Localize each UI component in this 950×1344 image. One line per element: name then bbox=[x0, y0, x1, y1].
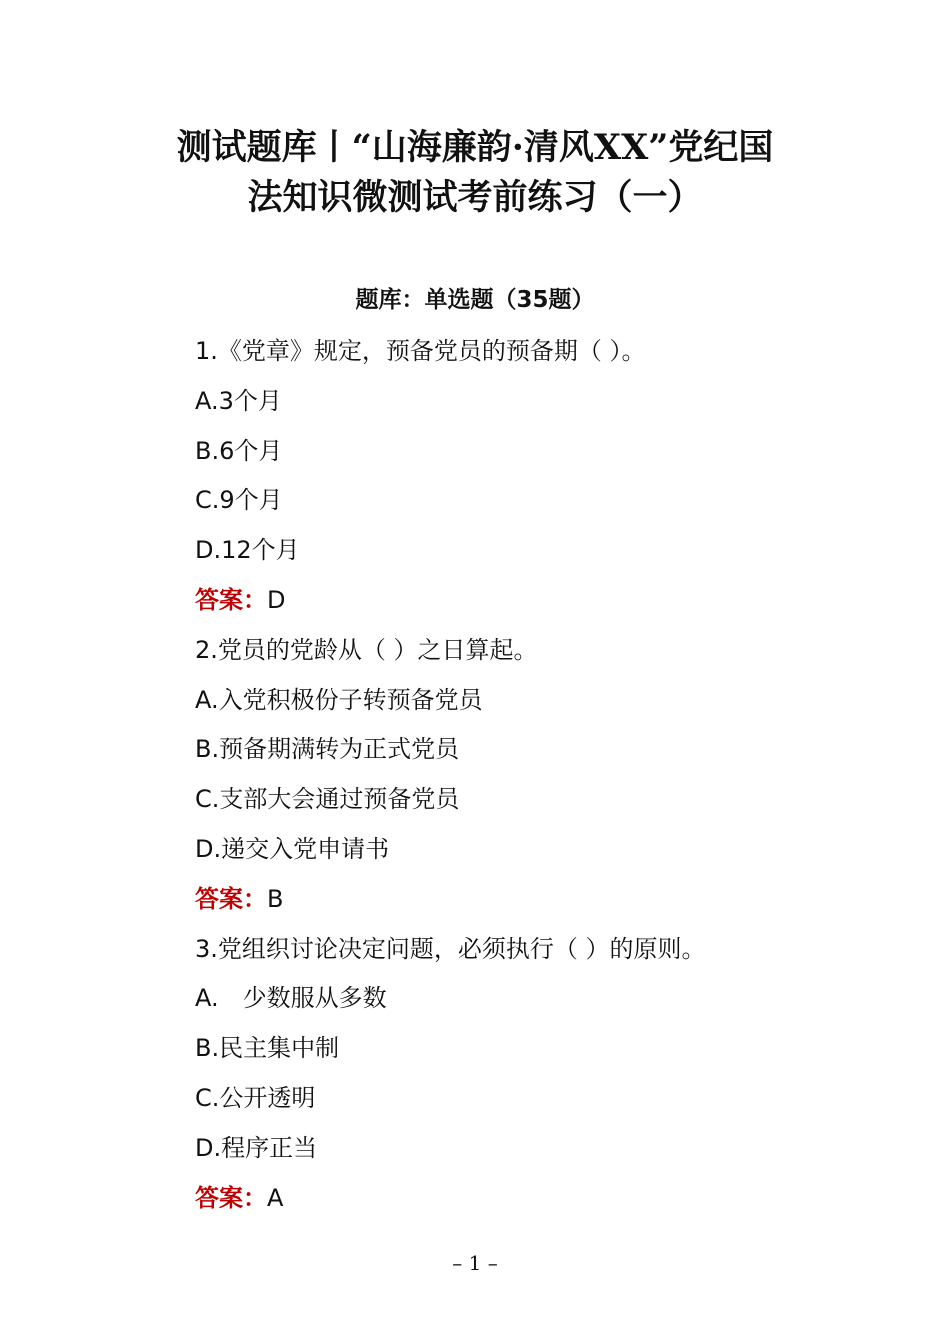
page-number: – 1 – bbox=[452, 1251, 498, 1275]
question-3-option-a: A. 少数服从多数 bbox=[195, 984, 387, 1013]
question-2-option-b: B.预备期满转为正式党员 bbox=[195, 735, 460, 764]
answer-label: 答案： bbox=[195, 1183, 267, 1212]
question-2-option-d: D.递交入党申请书 bbox=[195, 834, 390, 863]
question-3-answer bbox=[195, 1178, 895, 1228]
question-list bbox=[195, 331, 895, 1227]
question-3-option-d: D.程序正当 bbox=[195, 1133, 318, 1162]
question-1-option-b: B.6个月 bbox=[195, 436, 283, 465]
answer-value: B bbox=[267, 884, 284, 913]
answer-label: 答案： bbox=[195, 585, 267, 614]
section-heading: 题库：单选题（35题） bbox=[355, 287, 595, 313]
question-3-option-c: C.公开透明 bbox=[195, 1083, 316, 1112]
question-2-option-a: A.入党积极份子转预备党员 bbox=[195, 685, 483, 714]
question-2-answer bbox=[195, 879, 895, 929]
question-2-option-c: C.支部大会通过预备党员 bbox=[195, 785, 460, 814]
document-title-line-1: 测试题库丨“山海廉韵·清风XX”党纪国 bbox=[176, 127, 774, 168]
question-3-option-b: B.民主集中制 bbox=[195, 1034, 340, 1063]
question-1-option-a: A.3个月 bbox=[195, 386, 282, 415]
question-1-answer bbox=[195, 580, 895, 630]
question-1-option-c: C.9个月 bbox=[195, 486, 283, 515]
question-3-stem: 3.党组织讨论决定问题，必须执行（ ）的原则。 bbox=[195, 934, 706, 963]
answer-value: D bbox=[267, 585, 286, 614]
question-1-stem: 1.《党章》规定，预备党员的预备期（ ）。 bbox=[195, 337, 646, 365]
answer-value: A bbox=[267, 1183, 284, 1212]
answer-label: 答案： bbox=[195, 884, 267, 913]
question-1-option-d: D.12个月 bbox=[195, 536, 300, 565]
document-title-line-2: 法知识微测试考前练习（一） bbox=[247, 177, 703, 218]
question-2-stem: 2.党员的党龄从（ ）之日算起。 bbox=[195, 635, 538, 664]
